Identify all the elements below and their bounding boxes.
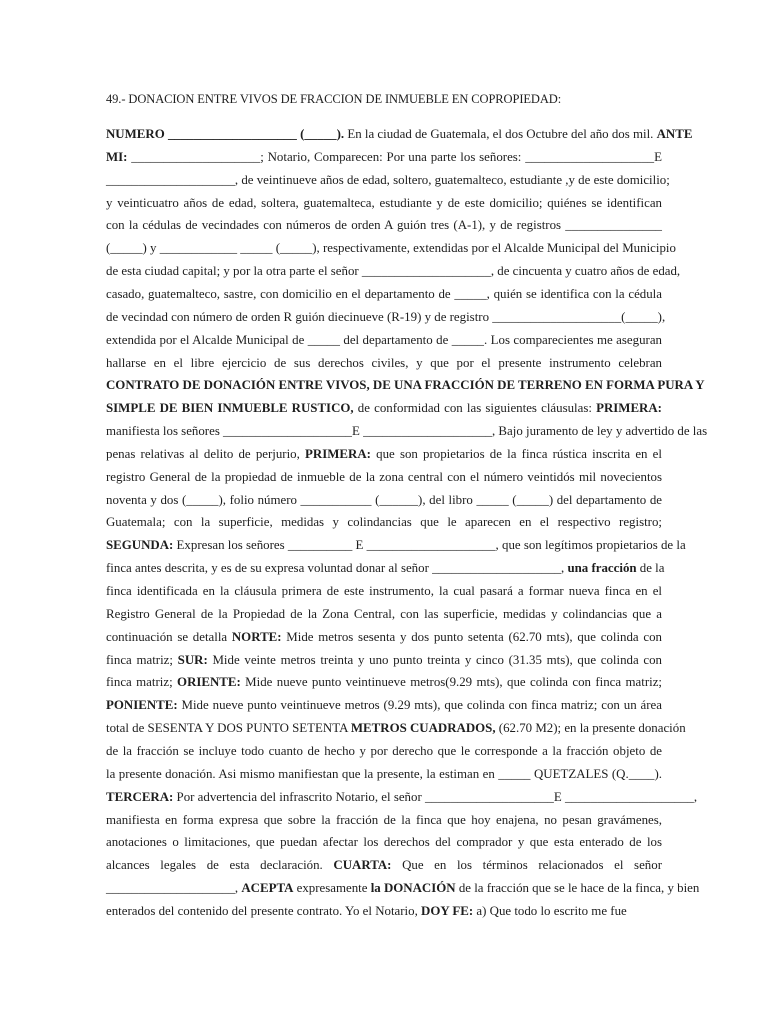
document-line xyxy=(106,720,686,737)
text-run: extendida por el Alcalde Municipal de _____ del departamento de _____. Los comparecientes me aseguran xyxy=(106,332,662,347)
document-line xyxy=(106,606,662,623)
text-run: finca identificada en la cláusula primera de este instrumento, la cual pasará a formar nueva finca en el xyxy=(106,584,662,598)
document-line xyxy=(106,629,662,646)
text-run: noventa y dos (_____), folio número ___________ (______), del libro _____ (_____) del departamento de xyxy=(106,492,662,507)
bold-text: MI: xyxy=(106,149,128,164)
bold-text: ORIENTE: xyxy=(177,675,241,690)
bold-text: CONTRATO DE DONACIÓN ENTRE VIVOS, DE UNA FRACCIÓN DE TERRENO EN FORMA PURA Y xyxy=(106,378,705,393)
document-line xyxy=(106,560,665,577)
document-line xyxy=(106,652,662,669)
document-line xyxy=(106,857,662,874)
bold-text: PRIMERA: xyxy=(596,401,662,416)
document-line xyxy=(106,309,666,326)
text-run: finca matriz; xyxy=(106,652,178,667)
text-run: Guatemala; con la superficie, medidas y colindancias que le aparecen en el respectivo registro; xyxy=(106,515,662,530)
text-run: Mide nueve punto veintinueve metros (9.29 mts), que colinda con finca matriz; con un área xyxy=(177,698,662,713)
text-run: Que en los términos relacionados el señor xyxy=(391,858,662,873)
bold-text: PONIENTE: xyxy=(106,698,178,713)
document-line xyxy=(106,697,662,714)
text-run: total de SESENTA Y DOS PUNTO SETENTA xyxy=(106,721,351,736)
text-run: En la ciudad de Guatemala, el dos Octubre del año dos mil. xyxy=(344,127,657,141)
text-run: enterados del contenido del presente contrato. Yo el Notario, xyxy=(106,903,422,918)
text-run: Por advertencia del infrascrito Notario, el señor ____________________E ____________________, xyxy=(173,789,698,804)
document-line xyxy=(106,469,662,486)
text-run: de conformidad con las siguientes cláusulas: xyxy=(353,401,597,416)
bold-text: TERCERA: xyxy=(106,789,174,804)
text-run: la presente donación. Asi mismo manifiestan que la presente, la estiman en _____ QUETZALES (Q.____). xyxy=(106,766,662,781)
text-run: expresamente xyxy=(293,881,371,896)
text-run: Mide nueve punto veintinueve metros(9.29 mts), que colinda con finca matriz; xyxy=(240,675,663,690)
document-line xyxy=(106,492,662,509)
text-run: casado, guatemalteco, sastre, con domicilio en el departamento de _____, quién se identifica con la cédula xyxy=(106,286,662,301)
bold-text: PRIMERA: xyxy=(305,446,371,461)
bold-text: DOY FE: xyxy=(421,903,474,918)
text-run: ____________________, de veintinueve años de edad, soltero, guatemalteco, estudiante ,y de este domicilio; xyxy=(106,172,670,187)
bold-text: NORTE: xyxy=(231,629,282,644)
bold-text: METROS CUADRADOS, xyxy=(350,721,496,736)
document-title: 49.- DONACION ENTRE VIVOS DE FRACCION DE INMUEBLE EN COPROPIEDAD: xyxy=(106,92,562,106)
text-run: de esta ciudad capital; y por la otra parte el señor ____________________, de cincuenta y cuatro años de edad, xyxy=(106,264,681,279)
document-line xyxy=(106,674,662,691)
document-line xyxy=(106,217,662,234)
text-run: ____________________; Notario, Comparecen: Por una parte los señores: ____________________E xyxy=(127,149,662,164)
bold-text: una fracción xyxy=(567,561,637,576)
document-line xyxy=(106,583,662,600)
document-line xyxy=(106,446,662,463)
text-run: con la cédulas de vecindades con números de orden A guión tres (A-1), y de registros _______________ xyxy=(106,218,662,233)
text-run: y veinticuatro años de edad, soltera, guatemalteca, estudiante y de este domicilio; quiénes se identifican xyxy=(106,195,662,210)
document-line xyxy=(106,240,676,257)
bold-text: NUMERO ____________________ (_____). xyxy=(106,127,345,141)
text-run: manifiesta en forma expresa que sobre la fracción de la finca que hoy enajena, no pesan gravámenes, xyxy=(106,812,662,827)
text-run: penas relativas al delito de perjurio, xyxy=(106,446,306,461)
document-line xyxy=(106,355,662,372)
document-line xyxy=(106,377,705,394)
document-line xyxy=(106,172,670,189)
text-run: Expresan los señores __________ E ____________________, que son legítimos propietarios de la xyxy=(173,538,686,553)
text-run: hallarse en el libre ejercicio de sus derechos civiles, y que por el presente instrumento celebran xyxy=(106,355,662,370)
document-line xyxy=(106,743,662,760)
text-run: alcances legales de esta declaración. xyxy=(106,858,334,873)
document-line xyxy=(106,286,662,303)
text-run: (_____) y ____________ _____ (_____), respectivamente, extendidas por el Alcalde Municipal del Municipio xyxy=(106,241,676,256)
bold-text: SEGUNDA: xyxy=(106,538,174,553)
document-line xyxy=(106,766,662,783)
document-line xyxy=(106,903,662,920)
document-line xyxy=(106,834,662,851)
text-run: finca matriz; xyxy=(106,675,178,690)
text-run: que son propietarios de la finca rústica inscrita en el xyxy=(370,446,662,461)
document-line xyxy=(106,880,700,897)
text-run: continuación se detalla xyxy=(106,629,232,644)
document-line xyxy=(106,514,662,531)
bold-text: ANTE xyxy=(656,127,693,141)
bold-text: SIMPLE DE BIEN INMUEBLE RUSTICO, xyxy=(106,401,354,416)
text-run: a) Que todo lo escrito me fue xyxy=(473,903,627,918)
text-run: manifiesta los señores ____________________E ____________________, Bajo juramento de ley y advertido de las xyxy=(106,424,708,439)
document-line xyxy=(106,423,708,440)
text-run: (62.70 M2); en la presente donación xyxy=(495,721,686,736)
text-run: de la fracción que se le hace de la finca, y bien xyxy=(455,881,700,896)
bold-text: la DONACIÓN xyxy=(370,881,456,896)
document-line xyxy=(106,812,662,829)
text-run: finca antes descrita, y es de su expresa voluntad donar al señor ____________________, xyxy=(106,561,568,576)
bold-text: SUR: xyxy=(177,652,208,667)
document-line xyxy=(106,126,693,143)
document-line xyxy=(106,149,662,166)
text-run: Mide veinte metros treinta y uno punto treinta y cinco (31.35 mts), que colinda con xyxy=(207,652,662,667)
text-run: ____________________, xyxy=(106,881,242,896)
bold-text: CUARTA: xyxy=(333,858,392,873)
text-run: de la xyxy=(636,561,665,576)
text-run: anotaciones o limitaciones, que puedan afectar los derechos del comprador y que esta enterado de los xyxy=(106,835,662,850)
document-line xyxy=(106,537,686,554)
document-line xyxy=(106,195,662,212)
text-run: de vecindad con número de orden R guión diecinueve (R-19) y de registro ____________________(_____), xyxy=(106,309,666,324)
text-run: de la fracción se incluye todo cuanto de hecho y por derecho que le corresponde a la fracción objeto de xyxy=(106,743,662,758)
text-run: Registro General de la Propiedad de la Zona Central, con las superficie, medidas y colindancias que a xyxy=(106,606,662,621)
text-run: Mide metros sesenta y dos punto setenta (62.70 mts), que colinda con xyxy=(281,629,662,644)
document-line xyxy=(106,789,698,806)
text-run: registro General de la propiedad de inmueble de la zona central con el número veintidós mil novecientos xyxy=(106,469,662,484)
document-line xyxy=(106,400,662,417)
bold-text: ACEPTA xyxy=(241,881,294,896)
document-line xyxy=(106,263,681,280)
document-line xyxy=(106,332,662,349)
